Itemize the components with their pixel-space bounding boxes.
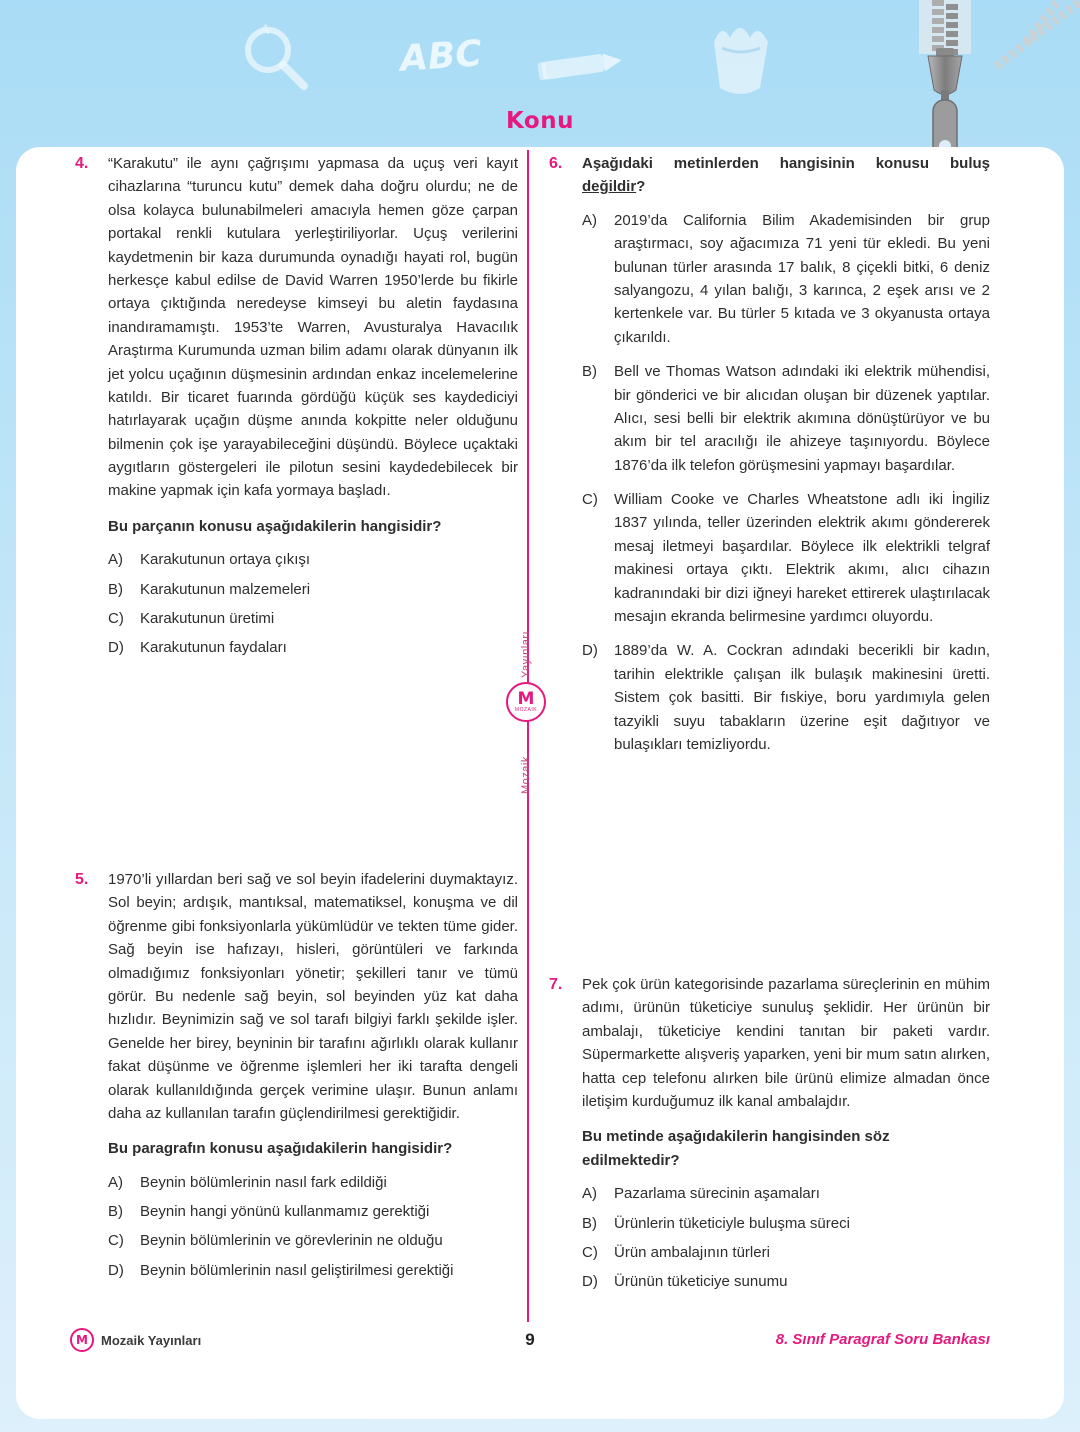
question-6-stem — [582, 152, 990, 199]
option-text: Ürünün tüketiciye sunumu — [614, 1273, 788, 1291]
question-7 — [549, 973, 990, 1300]
option-label: C) — [582, 491, 598, 509]
option-label: A) — [108, 1173, 123, 1191]
option-text: Beynin bölümlerinin nasıl fark edildiği — [140, 1173, 387, 1191]
option-a — [108, 548, 518, 571]
option-b — [108, 1200, 518, 1223]
option-d — [582, 1270, 990, 1293]
book-title: 8. Sınıf Paragraf Soru Bankası — [775, 1331, 990, 1348]
option-text: 1889’da W. A. Cockran adındaki becerikli bir kadın, tarihin elektrikle çalışan ilk bulaşık makinesini üretti. Sistem çok basitti. Bir fıskiye, boru yardımıyla gelen tazyikli suyu tabakların üzerine eşit dağıtıyor ve bulaşıkları temizliyordu. — [614, 642, 990, 753]
option-text: Bell ve Thomas Watson adındaki iki elektrik mühendisi, bir gönderici ve bir alıcıdan oluşan bir düzenek yaptılar. Alıcı, sesi belli bir elektrik akımına dönüştürüyor ve bu akım bir tel aracılığı ile ahizeye taşınıyordu. Böylece 1876’da ilk telefon görüşmesini yapmayı başardılar. — [614, 363, 990, 474]
question-6-options — [582, 209, 990, 757]
option-text: Ürün ambalajının türleri — [614, 1243, 770, 1261]
option-text: Karakutunun ortaya çıkışı — [140, 551, 311, 569]
option-text: Ürünlerin tüketiciyle buluşma süreci — [614, 1214, 850, 1232]
mozaik-logo — [506, 682, 546, 722]
option-text: Karakutunun malzemeleri — [140, 580, 311, 598]
option-text: Beynin bölümlerinin nasıl geliştirilmesi gerektiği — [140, 1261, 454, 1279]
divider-brand-text: Mozaik — [520, 756, 532, 794]
option-c — [108, 607, 518, 630]
page-footer — [70, 1328, 990, 1358]
page-title: Konu — [506, 108, 574, 134]
option-label: D) — [582, 642, 598, 660]
option-text: Karakutunun faydaları — [140, 639, 287, 657]
option-c — [582, 1241, 990, 1264]
stem-prefix: Aşağıdaki metinlerden hangisinin konusu buluş — [582, 155, 990, 172]
option-text: William Cooke ve Charles Wheatstone adlı iki İngiliz 1837 yılında, teller üzerinden elektrik akımı göndererek mesaj iletmeyi başardılar. Böylece ilk elektrikli telgraf makinesi ortaya çıktı. Elektrik akımı, alıcı cihazın kadranındaki bir dizi iğneyi hareket ettirerek ulaştırılacak mesajın ekranda belirmesine yardımcı oluyordu. — [614, 491, 990, 626]
question-6-number: 6. — [549, 155, 563, 172]
option-label: A) — [582, 211, 597, 229]
option-label: C) — [108, 1232, 124, 1250]
option-label: B) — [108, 1203, 123, 1221]
question-7-number: 7. — [549, 976, 563, 993]
option-text: Karakutunun üretimi — [140, 610, 275, 628]
option-a — [582, 1182, 990, 1205]
mozaik-footer-logo: M — [70, 1328, 94, 1352]
option-text: Beynin bölümlerinin ve görevlerinin ne olduğu — [140, 1232, 443, 1250]
option-b — [582, 1212, 990, 1235]
question-5-body: 1970’li yıllardan beri sağ ve sol beyin ifadelerini duymaktayız. Sol beyin; ardışık, mantıksal, matematiksel, konuşma ve dil öğrenme gibi fonksiyonlarla yükümlüdür ve tekten tüme gider. Sağ beyin ise hafızayı, hisleri, görüntüleri ve farkında olmadığımız fonksiyonları yönetir; şekilleri tanır ve tümü görür. Bu nedenle sağ beyin, sol beyinden yüz kat daha hızlıdır. Beynimizin sağ ve sol tarafı bilgiyi farklı şekilde işler. Genelde her birey, beyninin bir tarafını ağırlıklı olarak kullanır fakat düşünme ve öğrenme işlemleri her iki tarafta dengeli olarak kullanıldığında gerçek verimine ulaşır. Bunun anlamı daha az kullanılan tarafın güçlendirilmesi gerektiğidir. — [108, 871, 518, 1122]
svg-text:A: A — [260, 21, 270, 37]
question-4-options — [108, 548, 518, 660]
question-4 — [75, 152, 518, 666]
question-5-options — [108, 1171, 518, 1283]
magnifying-glass-icon — [238, 20, 316, 98]
option-text: 2019’da California Bilim Akademisinden bir grup araştırmacı, soy ağacımıza 71 yeni tür ekledi. Bu yeni bulunan türler arasında 17 balık, 8 çiçekli bitki, 6 deniz salyangozu, 4 yılan balığı, 3 karınca, 2 eşek arısı ve 2 kertenkele var. Bu türler 5 kıtada ve 3 okyanusta ortaya çıkarıldı. — [614, 211, 990, 346]
question-7-options — [582, 1182, 990, 1294]
option-c — [108, 1229, 518, 1252]
stem-underlined-word: değildir — [582, 178, 637, 196]
option-text: Pazarlama sürecinin aşamaları — [614, 1185, 820, 1203]
publisher-name: Mozaik Yayınları — [101, 1332, 202, 1348]
question-4-body: “Karakutu” ile aynı çağrışımı yapmasa da uçuş veri kayıt cihazlarına “turuncu kutu” demek daha doğru olurdu; ne de olsa kolayca bulunabilmeleri amacıyla hemen göze çarpan portakal renkli kutulara yerleştiriliyorlar. Uçuş verilerini kaydetmenin bir kaza durumunda oynadığı hayati rol, bugün herkesçe kabul edilse de David Warren 1950’lerde bu fikirle ortaya çıktığında neredeyse kimseyi bu aletin faydasına inandıramamıştı. 1953’te Warren, Avusturalya Havacılık Araştırma Kurumunda uzman bilim adamı olarak dünyanın ilk jet yolcu uçağının düşmesinin ardından enkaz incelemelerine katıldı. Bir ticaret fuarında gördüğü küçük ses kaydediciyi hatırlayarak uçağın düşme anında kokpitte neler olduğunu bilmenin çok işe yarayabileceğini düşündü. Böylece uçaktaki aygıtların göstergeleri ile pilotun sesini kaydedebilecek bir makine yapmak için kafa yormaya başladı. — [108, 155, 518, 500]
mozaik-logo-letter: M — [517, 688, 535, 709]
option-label: C) — [108, 610, 124, 628]
bag-icon — [700, 12, 784, 100]
question-6 — [549, 152, 990, 767]
option-b — [108, 578, 518, 601]
abc-letters-art: ABC — [398, 33, 484, 80]
option-a — [108, 1171, 518, 1194]
mozaik-logo-caption: MOZAIK — [514, 706, 538, 713]
option-c — [582, 488, 990, 628]
question-4-number: 4. — [75, 155, 89, 172]
option-text: Beynin hangi yönünü kullanmamız gerektiği — [140, 1203, 430, 1221]
option-label: D) — [582, 1273, 598, 1291]
option-b — [582, 360, 990, 477]
page-number: 9 — [525, 1330, 535, 1349]
question-7-body: Pek çok ürün kategorisinde pazarlama süreçlerinin en mühim adımı, ürünün tüketiciye sunuluş şeklidir. Her ürünün bir ambalajı, tüketiciye kendini tanıtan bir paketi vardır. Süpermarkette alışveriş yaparken, yeni bir mum satın alırken, hatta cep telefonu alırken bile ürünü elimize almadan önce iletişim kurduğumuz ilk kanal ambalajdır. — [582, 976, 990, 1110]
stem-suffix: ? — [636, 178, 646, 196]
option-d — [108, 636, 518, 659]
option-d — [108, 1259, 518, 1282]
divider-publisher-text: Yayınları — [520, 630, 532, 678]
option-label: A) — [582, 1185, 597, 1203]
page-header — [0, 0, 1080, 147]
question-7-stem: Bu metinde aşağıdakilerin hangisinden söz edilmektedir? — [582, 1128, 890, 1169]
question-5 — [75, 868, 518, 1288]
option-label: B) — [582, 363, 597, 381]
question-4-stem: Bu parçanın konusu aşağıdakilerin hangisidir? — [108, 517, 442, 535]
option-label: B) — [582, 1214, 597, 1232]
option-label: C) — [582, 1243, 598, 1261]
option-label: A) — [108, 551, 123, 569]
option-a — [582, 209, 990, 349]
option-label: D) — [108, 1261, 124, 1279]
question-5-stem: Bu paragrafın konusu aşağıdakilerin hangisidir? — [108, 1140, 453, 1158]
option-d — [582, 639, 990, 756]
pencil-icon — [536, 38, 637, 93]
option-label: D) — [108, 639, 124, 657]
question-5-number: 5. — [75, 871, 89, 888]
option-label: B) — [108, 580, 123, 598]
